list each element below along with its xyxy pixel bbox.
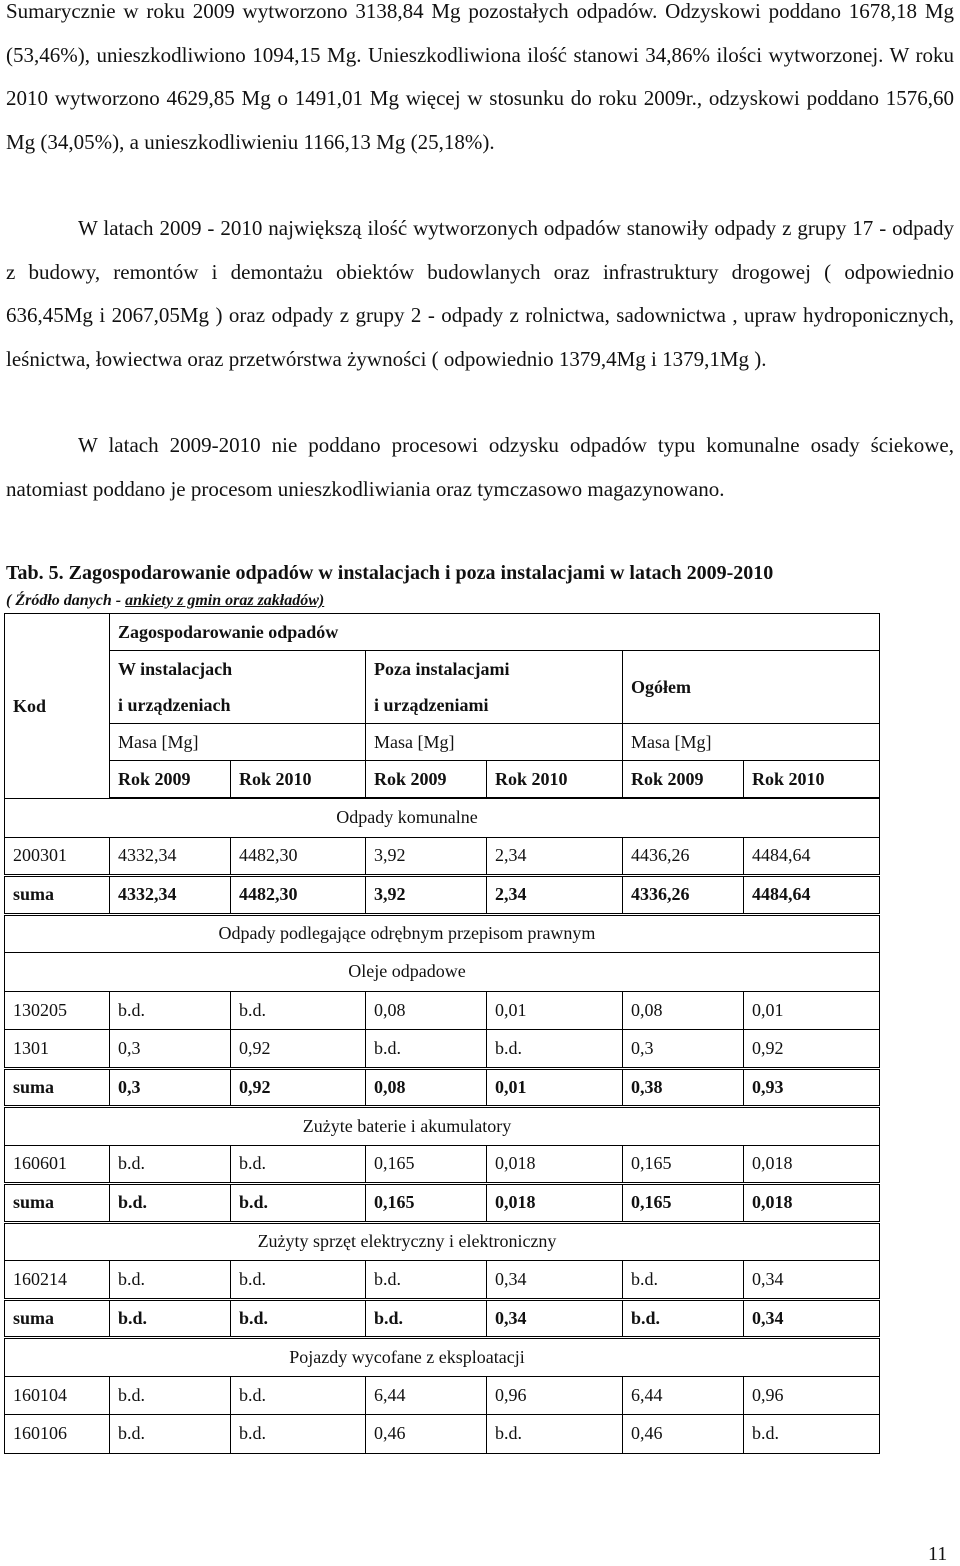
- section-row: [5, 1107, 880, 1146]
- row-code: 200301: [5, 837, 110, 876]
- sum-row: [5, 876, 880, 915]
- row-value: 0,34: [744, 1299, 880, 1338]
- row-value: b.d.: [487, 1415, 623, 1454]
- header-rok: Rok 2009: [110, 761, 231, 798]
- header-kod: Kod: [5, 614, 110, 799]
- table-row: [5, 1145, 880, 1184]
- row-code: 160214: [5, 1261, 110, 1300]
- row-value: b.d.: [744, 1415, 880, 1454]
- row-value: b.d.: [231, 1376, 366, 1415]
- row-value: 0,08: [366, 1068, 487, 1107]
- row-value: b.d.: [110, 1415, 231, 1454]
- row-code: suma: [5, 876, 110, 915]
- row-value: 0,3: [110, 1030, 231, 1069]
- row-value: 0,018: [744, 1145, 880, 1184]
- row-value: 0,08: [366, 991, 487, 1030]
- header-masa: Masa [Mg]: [366, 724, 623, 761]
- paragraph-largest-waste: W latach 2009 - 2010 największą ilość wytworzonych odpadów stanowiły odpady z grupy 17 - odpady z budowy, remontów i demontażu obiektów budowlanych oraz infrastruktury drogowej ( odpowiednio 636,45Mg i 2067,05Mg ) oraz odpady z grupy 2 - odpady z rolnictwa, sadownictwa , upraw hydroponicznych, leśnictwa, łowiectwa oraz przetwórstwa żywności ( odpowiednio 1379,4Mg i 1379,1Mg ).: [6, 216, 954, 371]
- row-value: 2,34: [487, 876, 623, 915]
- row-value: b.d.: [366, 1299, 487, 1338]
- row-value: 4332,34: [110, 837, 231, 876]
- row-value: 0,92: [231, 1068, 366, 1107]
- row-code: 130205: [5, 991, 110, 1030]
- row-value: 0,96: [744, 1376, 880, 1415]
- row-value: 4482,30: [231, 876, 366, 915]
- header-ogolem: Ogółem: [623, 651, 880, 724]
- page-number: 11: [928, 1543, 948, 1565]
- row-value: b.d.: [623, 1299, 744, 1338]
- sum-row: [5, 1184, 880, 1223]
- row-value: 0,01: [487, 1068, 623, 1107]
- header-rok: Rok 2010: [744, 761, 880, 798]
- row-value: b.d.: [110, 991, 231, 1030]
- row-value: 2,34: [487, 837, 623, 876]
- row-value: 0,3: [623, 1030, 744, 1069]
- table-row: [5, 1261, 880, 1300]
- row-value: b.d.: [487, 1030, 623, 1069]
- row-value: 4484,64: [744, 837, 880, 876]
- row-value: 4484,64: [744, 876, 880, 915]
- row-value: 0,92: [744, 1030, 880, 1069]
- row-value: 0,3: [110, 1068, 231, 1107]
- header-masa: Masa [Mg]: [623, 724, 880, 761]
- header-rok: Rok 2009: [623, 761, 744, 798]
- waste-management-table: [4, 613, 880, 1454]
- row-value: b.d.: [231, 1415, 366, 1454]
- row-value: 0,38: [623, 1068, 744, 1107]
- row-value: 4336,26: [623, 876, 744, 915]
- row-value: b.d.: [366, 1261, 487, 1300]
- row-code: 1301: [5, 1030, 110, 1069]
- row-value: b.d.: [110, 1261, 231, 1300]
- row-value: 0,08: [623, 991, 744, 1030]
- row-value: 0,92: [231, 1030, 366, 1069]
- row-value: 6,44: [623, 1376, 744, 1415]
- row-value: b.d.: [231, 1184, 366, 1223]
- row-value: 0,165: [366, 1145, 487, 1184]
- row-value: 3,92: [366, 876, 487, 915]
- row-code: suma: [5, 1299, 110, 1338]
- section-label: Pojazdy wycofane z eksploatacji: [5, 1338, 880, 1377]
- section-row: [5, 799, 880, 838]
- row-value: 0,01: [744, 991, 880, 1030]
- row-value: 0,46: [623, 1415, 744, 1454]
- row-code: 160601: [5, 1145, 110, 1184]
- row-value: 0,018: [487, 1184, 623, 1223]
- section-row: [5, 953, 880, 992]
- table-caption: Tab. 5. Zagospodarowanie odpadów w instalacjach i poza instalacjami w latach 2009-2010: [6, 562, 774, 584]
- section-label: Odpady podlegające odrębnym przepisom prawnym: [5, 914, 880, 953]
- row-value: 0,93: [744, 1068, 880, 1107]
- row-value: b.d.: [110, 1299, 231, 1338]
- row-code: suma: [5, 1068, 110, 1107]
- row-value: 0,018: [487, 1145, 623, 1184]
- sum-row: [5, 1299, 880, 1338]
- row-value: 0,46: [366, 1415, 487, 1454]
- section-row: [5, 1222, 880, 1261]
- row-value: 0,165: [623, 1184, 744, 1223]
- paragraph-summary: Sumarycznie w roku 2009 wytworzono 3138,84 Mg pozostałych odpadów. Odzyskowi poddano 1678,18 Mg (53,46%), unieszkodliwiono 1094,15 Mg. Unieszkodliwiona ilość stanowi 34,86% ilości wytworzonej. W roku 2010 wytworzono 4629,85 Mg o 1491,01 Mg więcej w stosunku do roku 2009r., odzyskowi poddano 1576,60 Mg (34,05%), a unieszkodliwieniu 1166,13 Mg (25,18%).: [6, 0, 954, 154]
- row-value: b.d.: [110, 1184, 231, 1223]
- section-row: [5, 914, 880, 953]
- row-value: b.d.: [231, 1145, 366, 1184]
- row-value: b.d.: [366, 1030, 487, 1069]
- row-value: 0,34: [487, 1261, 623, 1300]
- row-value: b.d.: [623, 1261, 744, 1300]
- table-row: [5, 1376, 880, 1415]
- header-rok: Rok 2009: [366, 761, 487, 798]
- header-rok: Rok 2010: [487, 761, 623, 798]
- row-value: 0,165: [366, 1184, 487, 1223]
- section-row: [5, 1338, 880, 1377]
- row-code: suma: [5, 1184, 110, 1223]
- row-value: 0,01: [487, 991, 623, 1030]
- sum-row: [5, 1068, 880, 1107]
- table-source: ( Źródło danych - ankiety z gmin oraz zakładów): [6, 592, 325, 609]
- section-label: Zużyty sprzęt elektryczny i elektroniczny: [5, 1222, 880, 1261]
- table-row: [5, 837, 880, 876]
- row-value: b.d.: [231, 1299, 366, 1338]
- paragraph-sewage-sludge: W latach 2009-2010 nie poddano procesowi odzysku odpadów typu komunalne osady ściekowe, natomiast poddano je procesom unieszkodliwiania oraz tymczasowo magazynowano.: [6, 433, 954, 501]
- row-value: 3,92: [366, 837, 487, 876]
- row-value: 4332,34: [110, 876, 231, 915]
- row-value: 0,018: [744, 1184, 880, 1223]
- section-label: Zużyte baterie i akumulatory: [5, 1107, 880, 1146]
- header-masa: Masa [Mg]: [110, 724, 366, 761]
- header-poza-instalacjami: Poza instalacjami i urządzeniami: [366, 651, 623, 724]
- row-value: b.d.: [231, 1261, 366, 1300]
- header-rok: Rok 2010: [231, 761, 366, 798]
- section-label: Odpady komunalne: [5, 799, 880, 838]
- row-value: 0,165: [623, 1145, 744, 1184]
- row-value: 6,44: [366, 1376, 487, 1415]
- table-row: [5, 1415, 880, 1454]
- row-value: b.d.: [110, 1376, 231, 1415]
- table-row: [5, 1030, 880, 1069]
- section-label: Oleje odpadowe: [5, 953, 880, 992]
- header-zagospodarowanie: Zagospodarowanie odpadów: [110, 614, 880, 651]
- row-value: 0,34: [744, 1261, 880, 1300]
- row-value: 4436,26: [623, 837, 744, 876]
- table-row: [5, 991, 880, 1030]
- row-code: 160106: [5, 1415, 110, 1454]
- row-value: b.d.: [110, 1145, 231, 1184]
- row-value: b.d.: [231, 991, 366, 1030]
- row-value: 0,96: [487, 1376, 623, 1415]
- row-code: 160104: [5, 1376, 110, 1415]
- row-value: 4482,30: [231, 837, 366, 876]
- header-w-instalacjach: W instalacjach i urządzeniach: [110, 651, 366, 724]
- row-value: 0,34: [487, 1299, 623, 1338]
